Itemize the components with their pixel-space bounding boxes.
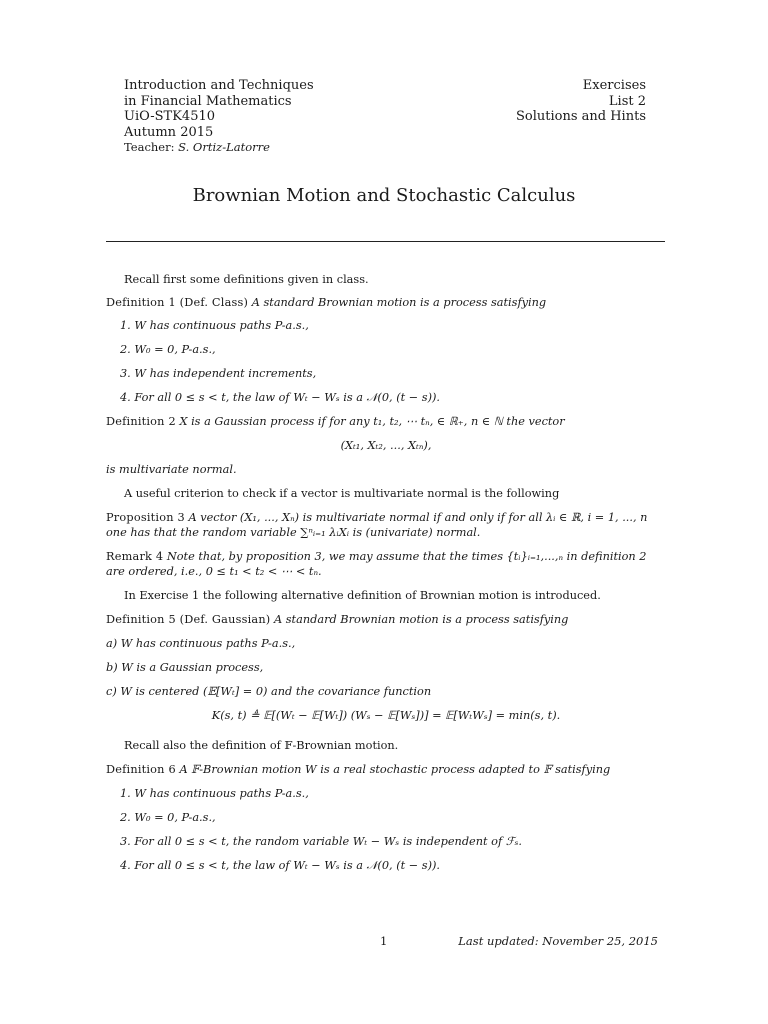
definition-5-label: Definition 5 (Def. Gaussian) xyxy=(106,613,271,626)
proposition-3-text-2: one has that the random variable ∑ⁿᵢ₌₁ λᵢXᵢ is (univariate) normal. xyxy=(106,526,481,539)
course-line-2: in Financial Mathematics xyxy=(124,93,292,109)
page-number: 1 xyxy=(380,934,388,948)
last-updated: Last updated: November 25, 2015 xyxy=(458,934,658,948)
definition-6-list xyxy=(106,786,666,873)
list-item: 1. W has continuous paths P-a.s., xyxy=(120,319,309,332)
list-item: 3. W has independent increments, xyxy=(120,367,317,380)
definition-5-text: A standard Brownian motion is a process satisfying xyxy=(274,613,569,626)
page-title: Brownian Motion and Stochastic Calculus xyxy=(192,185,576,206)
definition-2-vector: (Xₜ₁, Xₜ₂, ..., Xₜₙ), xyxy=(340,439,432,452)
definition-5 xyxy=(106,612,666,627)
course-header xyxy=(124,78,314,156)
course-line-1: Introduction and Techniques xyxy=(124,78,314,93)
semester: Autumn 2015 xyxy=(124,124,214,140)
remark-4 xyxy=(106,549,666,564)
list-item: c) W is centered (𝔼[Wₜ] = 0) and the covariance function xyxy=(106,685,432,698)
intro-paragraph: Recall first some definitions given in class. xyxy=(124,273,369,286)
list-item: a) W has continuous paths P-a.s., xyxy=(106,637,296,650)
list-item: b) W is a Gaussian process, xyxy=(106,661,264,674)
definition-1 xyxy=(106,295,666,310)
remark-4-text-2: are ordered, i.e., 0 ≤ t₁ < t₂ < ⋯ < tₙ. xyxy=(106,565,322,578)
list-item: 4. For all 0 ≤ s < t, the law of Wₜ − Wₛ is a 𝒩(0, (t − s)). xyxy=(120,391,440,404)
list-item: 1. W has continuous paths P-a.s., xyxy=(120,787,309,800)
title-divider xyxy=(106,241,665,242)
exercise-line-2: List 2 xyxy=(608,93,646,109)
remark-4-text: Note that, by proposition 3, we may assume that the times {tᵢ}ᵢ₌₁,...,ₙ in definition 2 xyxy=(166,550,647,563)
exercise-line-1: Exercises xyxy=(582,78,646,93)
recall-f-paragraph: Recall also the definition of 𝔽-Brownian motion. xyxy=(124,739,399,752)
proposition-3-label: Proposition 3 xyxy=(106,511,185,524)
list-item: 2. W₀ = 0, P-a.s., xyxy=(120,343,216,356)
teacher-label: Teacher: xyxy=(124,140,175,154)
definition-2 xyxy=(106,414,666,429)
covariance-formula: K(s, t) ≜ 𝔼[(Wₜ − 𝔼[Wₜ]) (Wₛ − 𝔼[Wₛ])] = 𝔼[WₜWₛ] = min(s, t). xyxy=(211,709,561,722)
exercise-line-3: Solutions and Hints xyxy=(516,109,646,124)
criterion-paragraph: A useful criterion to check if a vector is multivariate normal is the following xyxy=(124,487,560,500)
exercise-1-paragraph: In Exercise 1 the following alternative definition of Brownian motion is introduced. xyxy=(124,589,601,602)
definition-2-text: X is a Gaussian process if for any t₁, t₂, ⋯ tₙ, ∈ ℝ₊, n ∈ ℕ the vector xyxy=(179,415,565,428)
list-item: 4. For all 0 ≤ s < t, the law of Wₜ − Wₛ is a 𝒩(0, (t − s)). xyxy=(120,859,440,872)
teacher-name: S. Ortiz-Latorre xyxy=(178,140,270,154)
list-item: 2. W₀ = 0, P-a.s., xyxy=(120,811,216,824)
definition-2-after: is multivariate normal. xyxy=(106,463,237,476)
definition-1-text: A standard Brownian motion is a process satisfying xyxy=(251,296,547,309)
course-code: UiO-STK4510 xyxy=(124,109,216,124)
definition-6-text: A 𝔽-Brownian motion W is a real stochastic process adapted to 𝔽 satisfying xyxy=(179,763,611,776)
exercise-header xyxy=(516,78,646,125)
definition-1-label: Definition 1 (Def. Class) xyxy=(106,296,249,309)
definition-1-list xyxy=(106,318,666,405)
definition-2-label: Definition 2 xyxy=(106,415,176,428)
list-item: 3. For all 0 ≤ s < t, the random variable Wₜ − Wₛ is independent of ℱₛ. xyxy=(120,835,522,848)
proposition-3-text: A vector (X₁, ..., Xₙ) is multivariate normal if and only if for all λᵢ ∈ ℝ, i = 1, ..., n xyxy=(188,511,648,524)
remark-4-label: Remark 4 xyxy=(106,550,164,563)
proposition-3 xyxy=(106,510,666,525)
definition-6 xyxy=(106,762,666,777)
document-body xyxy=(106,272,666,873)
definition-5-list xyxy=(106,636,666,699)
teacher-line xyxy=(124,140,314,156)
definition-6-label: Definition 6 xyxy=(106,763,176,776)
